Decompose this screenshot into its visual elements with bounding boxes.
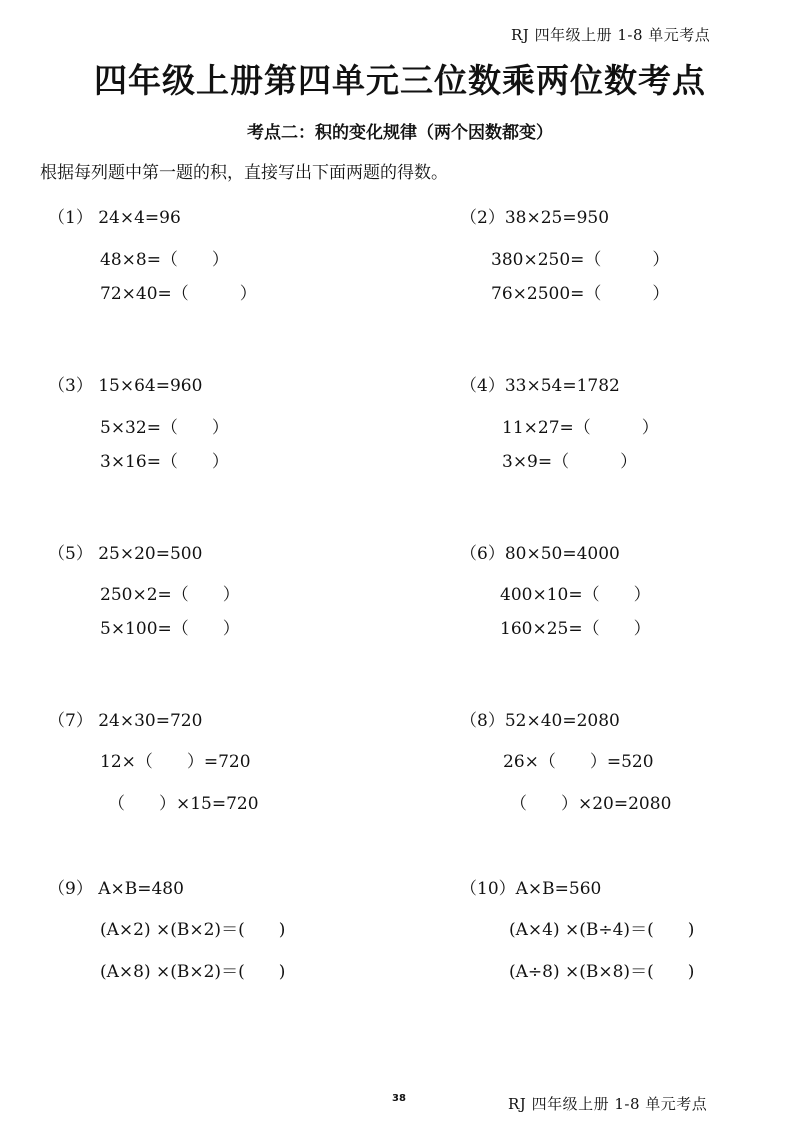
problem-10-q2: (A÷8) ×(B×8)＝( )	[509, 962, 695, 982]
problem-4-head: （4）33×54=1782	[460, 376, 620, 396]
problem-2-head: （2）38×25=950	[460, 208, 610, 228]
problem-4-q2: 3×9=（ ）	[502, 452, 638, 472]
problem-2-q2: 76×2500=（ ）	[491, 284, 670, 304]
problem-9-head: （9） A×B=480	[48, 879, 184, 899]
section-subtitle: 考点二：积的变化规律（两个因数都变）	[247, 123, 553, 143]
problem-5-q1: 250×2=（ ）	[100, 585, 240, 605]
problem-7-q1: 12×（ ）=720	[100, 752, 251, 772]
problem-2-q1: 380×250=（ ）	[491, 250, 670, 270]
problem-8-q2: （ ）×20=2080	[510, 794, 672, 814]
instruction-text: 根据每列题中第一题的积，直接写出下面两题的得数。	[40, 163, 448, 183]
problem-3-q1: 5×32=（ ）	[100, 418, 229, 438]
page-title: 四年级上册第四单元三位数乘两位数考点	[94, 61, 706, 100]
problem-9-q2: (A×8) ×(B×2)＝( )	[100, 962, 286, 982]
problem-8-head: （8）52×40=2080	[460, 711, 620, 731]
page-number: 38	[392, 1093, 406, 1104]
problem-5-head: （5） 25×20=500	[48, 544, 203, 564]
problem-5-q2: 5×100=（ ）	[100, 619, 240, 639]
problem-6-head: （6）80×50=4000	[460, 544, 620, 564]
problem-8-q1: 26×（ ）=520	[503, 752, 654, 772]
problem-3-head: （3） 15×64=960	[48, 376, 203, 396]
problem-1-q2: 72×40=（ ）	[100, 284, 257, 304]
problem-10-q1: (A×4) ×(B÷4)＝( )	[509, 920, 695, 940]
problem-3-q2: 3×16=（ ）	[100, 452, 229, 472]
problem-6-q2: 160×25=（ ）	[500, 619, 651, 639]
problem-1-head: （1） 24×4=96	[48, 208, 181, 228]
problem-7-q2: （ ）×15=720	[108, 794, 259, 814]
problem-9-q1: (A×2) ×(B×2)＝( )	[100, 920, 286, 940]
problem-4-q1: 11×27=（ ）	[502, 418, 659, 438]
header-label-top: RJ 四年级上册 1-8 单元考点	[511, 26, 711, 44]
problem-1-q1: 48×8=（ ）	[100, 250, 229, 270]
footer-label: RJ 四年级上册 1-8 单元考点	[508, 1095, 708, 1113]
problem-10-head: （10）A×B=560	[460, 879, 602, 899]
problem-7-head: （7） 24×30=720	[48, 711, 203, 731]
problem-6-q1: 400×10=（ ）	[500, 585, 651, 605]
